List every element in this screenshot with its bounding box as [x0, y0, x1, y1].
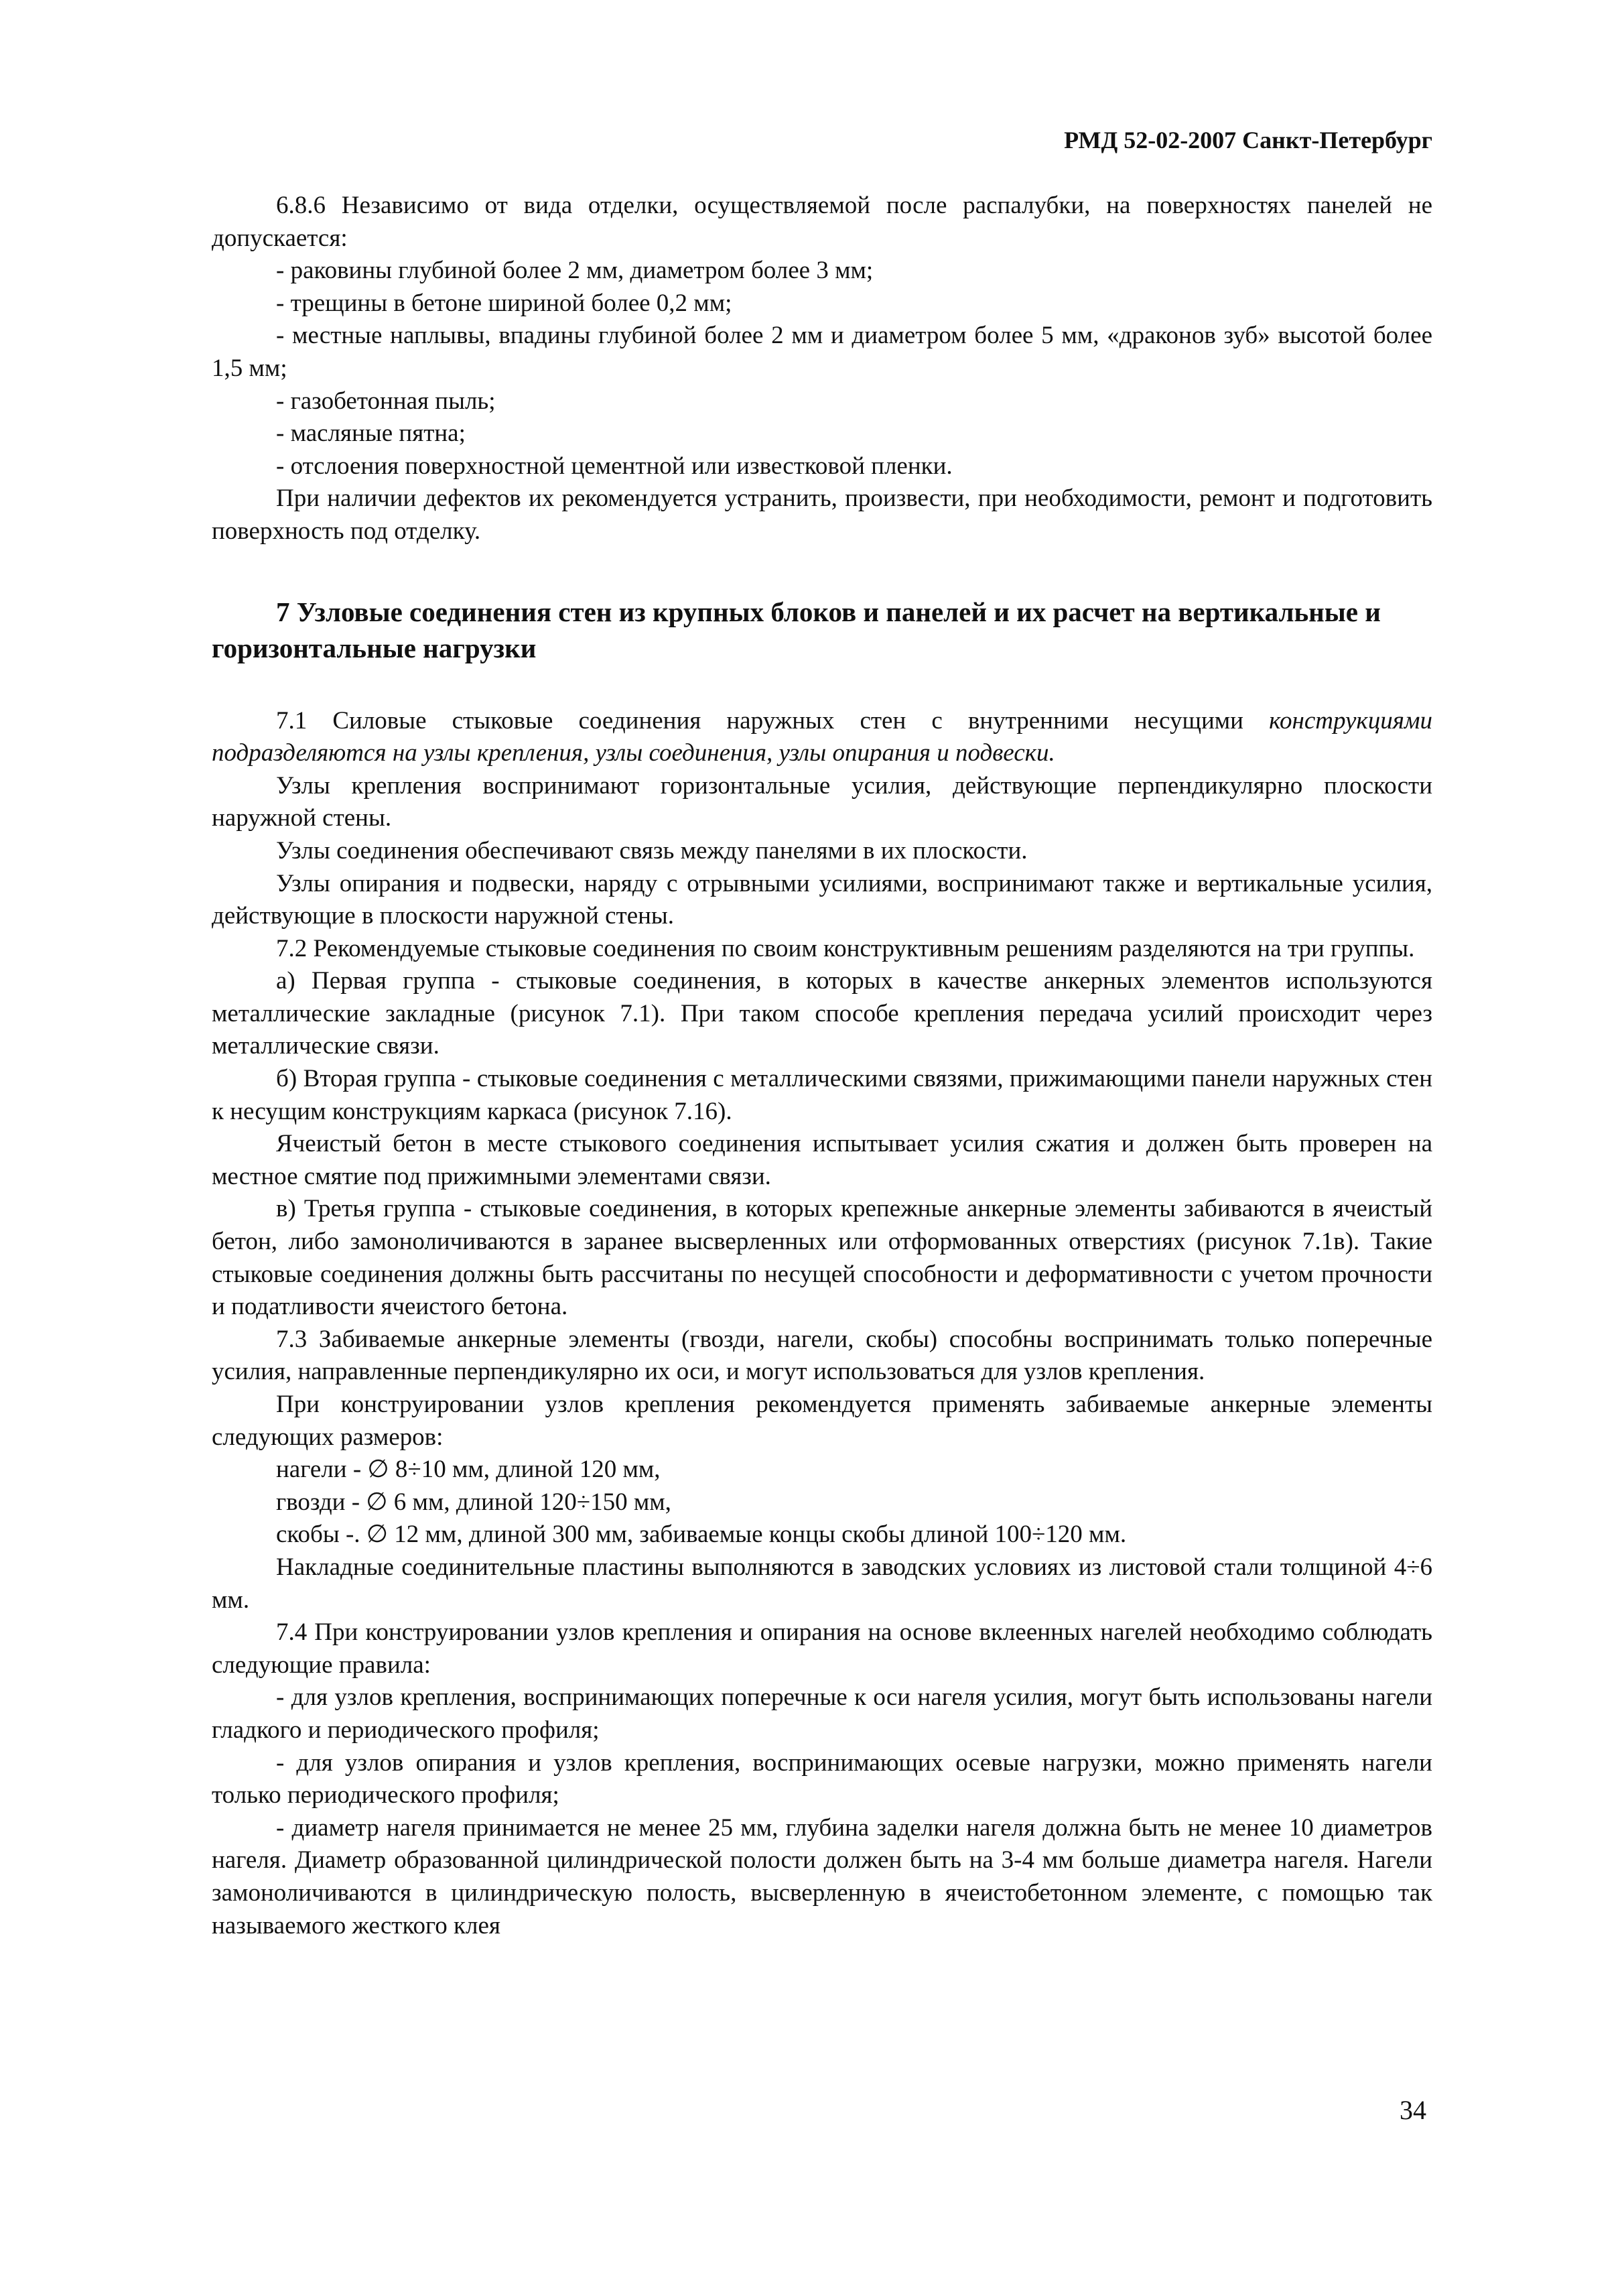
- paragraph-6-8-6-intro: 6.8.6 Независимо от вида отделки, осуществляемой после распалубки, на поверхностях панелей не допускается:: [212, 192, 1432, 252]
- paragraph-7-1-2: Узлы крепления воспринимают горизонтальные усилия, действующие перпендикулярно плоскости наружной стены.: [212, 771, 1432, 832]
- list-item: - раковины глубиной более 2 мм, диаметром более 3 мм;: [276, 257, 874, 285]
- rule-item: - для узлов опирания и узлов крепления, воспринимающих осевые нагрузки, можно применять нагели только периодического профиля;: [212, 1748, 1432, 1809]
- list-item: - газобетонная пыль;: [276, 387, 496, 415]
- list-item: - местные наплывы, впадины глубиной более 2 мм и диаметром более 5 мм, «драконов зуб» высотой более 1,5 мм;: [212, 322, 1432, 382]
- paragraph-7-2-a: а) Первая группа - стыковые соединения, в которых в качестве анкерных элементов используются металлические закладные (рисунок 7.1). При таком способе крепления передача усилий происходит через металлические связи.: [212, 967, 1432, 1060]
- paragraph-7-4: 7.4 При конструировании узлов крепления и опирания на основе вклеенных нагелей необходимо соблюдать следующие правила:: [212, 1618, 1432, 1679]
- document-header: РМД 52-02-2007 Санкт-Петербург: [1064, 127, 1432, 153]
- paragraph-7-2-c: в) Третья группа - стыковые соединения, в которых крепежные анкерные элементы забиваются в ячеистый бетон, либо замоноличиваются в заранее высверленных или отформованных отверстиях (рисунок 7.1в). Такие стыковые соединения должны быть рассчитаны по несущей способности и деформативности с учетом прочности и податливости ячеистого бетона.: [212, 1195, 1432, 1321]
- paragraph-7-1-4: Узлы опирания и подвески, наряду с отрывными усилиями, воспринимают также и вертикальные усилия, действующие в плоскости наружной стены.: [212, 869, 1432, 930]
- list-item: - отслоения поверхностной цементной или известковой пленки.: [276, 452, 953, 480]
- page-number: 34: [1400, 2095, 1426, 2125]
- paragraph-7-3-2: При конструировании узлов крепления рекомендуется применять забиваемые анкерные элементы следующих размеров:: [212, 1391, 1432, 1451]
- rule-item: - диаметр нагеля принимается не менее 25 мм, глубина заделки нагеля должна быть не менее 10 диаметров нагеля. Диаметр образованной цилиндрической полости должен быть на 3-4 мм больше диаметра нагеля. Нагели замоноличиваются в цилиндрическую полость, высверленную в ячеистобетонном элементе, с помощью так называемого жесткого клея: [212, 1813, 1432, 1939]
- size-item: скобы -. ∅ 12 мм, длиной 300 мм, забиваемые концы скобы длиной 100÷120 мм.: [276, 1521, 1127, 1549]
- paragraph-7-3-3: Накладные соединительные пластины выполняются в заводских условиях из листовой стали толщиной 4÷6 мм.: [212, 1553, 1432, 1614]
- list-item: - масляные пятна;: [276, 420, 466, 448]
- paragraph-7-2: 7.2 Рекомендуемые стыковые соединения по своим конструктивным решениям разделяются на три группы.: [276, 934, 1415, 962]
- paragraph-7-3: 7.3 Забиваемые анкерные элементы (гвозди, нагели, скобы) способны воспринимать только поперечные усилия, направленные перпендикулярно их оси, и могут использоваться для узлов крепления.: [212, 1325, 1432, 1386]
- paragraph-7-1: [212, 705, 1432, 770]
- paragraph-7-1-lead: 7.1 Силовые стыковые соединения наружных стен с внутренними несущими: [276, 706, 1243, 735]
- document-body: [212, 190, 1432, 1942]
- section-7-heading: 7 Узловые соединения стен из крупных блоков и панелей и их расчет на вертикальные и горизонтальные нагрузки: [212, 596, 1381, 663]
- size-item: нагели - ∅ 8÷10 мм, длиной 120 мм,: [276, 1456, 661, 1484]
- paragraph-7-2-b-2: Ячеистый бетон в месте стыкового соединения испытывает усилия сжатия и должен быть проверен на местное смятие под прижимными элементами связи.: [212, 1130, 1432, 1190]
- paragraph-6-8-6-closing: При наличии дефектов их рекомендуется устранить, произвести, при необходимости, ремонт и подготовить поверхность под отделку.: [212, 485, 1432, 545]
- size-item: гвозди - ∅ 6 мм, длиной 120÷150 мм,: [276, 1488, 671, 1516]
- rule-item: - для узлов крепления, воспринимающих поперечные к оси нагеля усилия, могут быть использованы нагели гладкого и периодического профиля;: [212, 1683, 1432, 1744]
- paragraph-7-1-italic: конструкциями подразделяются на узлы крепления, узлы соединения, узлы опирания и подвески.: [212, 706, 1433, 767]
- list-item: - трещины в бетоне шириной более 0,2 мм;: [276, 289, 732, 317]
- paragraph-7-2-b: б) Вторая группа - стыковые соединения с металлическими связями, прижимающими панели наружных стен к несущим конструкциям каркаса (рисунок 7.16).: [212, 1065, 1432, 1125]
- paragraph-7-1-3: Узлы соединения обеспечивают связь между панелями в их плоскости.: [276, 836, 1028, 865]
